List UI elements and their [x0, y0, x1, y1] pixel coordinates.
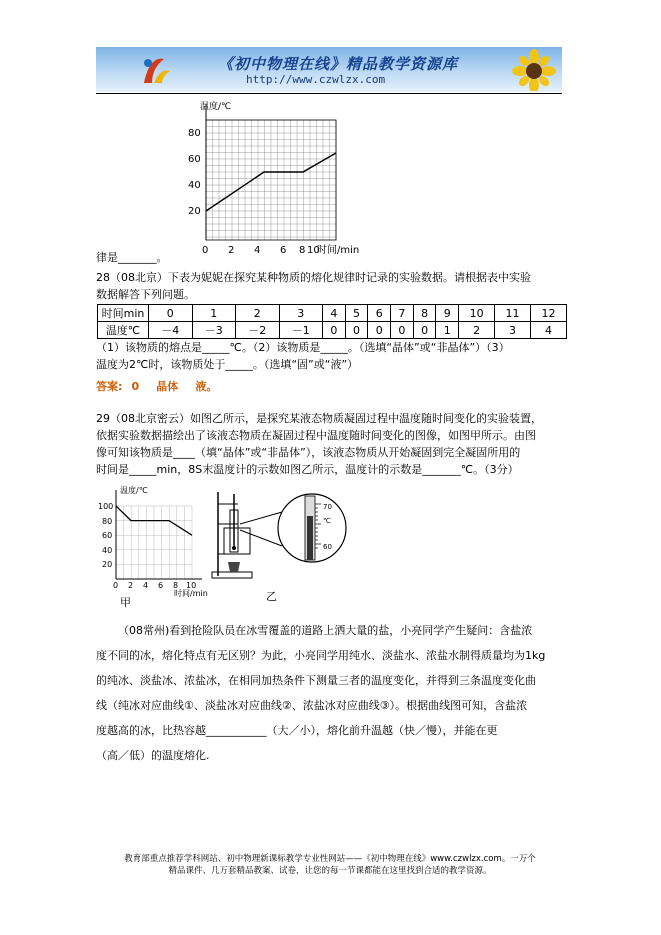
q29-line3: 像可知该物质是____（填“晶体”或“非晶体”），该液态物质从开始凝固到完全凝固所用的: [96, 446, 521, 459]
table-cell: －1: [279, 322, 323, 339]
graph-top-xtick: 4: [254, 245, 261, 256]
q30-line2: 度不同的冰，熔化特点有无区别？为此，小亮同学用纯水、淡盐水、浓盐水制得质量均为1kg: [96, 649, 546, 662]
table-cell: 0: [149, 305, 193, 322]
q30-line3: 的纯冰、淡盐冰、浓盐冰，在相同加热条件下测量三者的温度变化，并得到三条温度变化曲: [96, 674, 536, 687]
graph-top-ytick: 60: [188, 154, 201, 165]
graph-jia: [98, 484, 210, 610]
q28-intro-line1: 28（08北京）下表为妮妮在探究某种物质的熔化规律时记录的实验数据。请根据表中实验: [96, 271, 531, 284]
graph-top-xlabel: 时间/min: [317, 245, 360, 256]
table-cell: 8: [413, 305, 436, 322]
graph-top-ylabel: 温度/℃: [200, 102, 232, 112]
table-cell: 6: [368, 305, 391, 322]
q28-answer: [96, 375, 217, 394]
scale-label-top: 70: [323, 503, 332, 511]
graph-top-xtick: 6: [280, 245, 287, 256]
q29-line4: 时间是_____min，8S末温度计的示数如图乙所示，温度计的示数是_______℃。（3分）: [96, 463, 519, 476]
table-cell: 2: [236, 305, 280, 322]
graph-top-xtick: 0: [202, 245, 209, 256]
table-cell: －2: [236, 322, 280, 339]
graph-top-grid: [206, 120, 336, 240]
graph-top-ytick: 40: [188, 180, 201, 191]
scale-label-bottom: 60: [323, 543, 332, 551]
graph-jia-xtick: 6: [158, 581, 164, 590]
table-cell: 3: [279, 305, 323, 322]
table-cell: 12: [530, 305, 566, 322]
table-cell: 9: [436, 305, 459, 322]
answer-value: 晶体: [156, 380, 179, 393]
banner-url[interactable]: http://www.czwlzx.com: [246, 73, 386, 86]
q28-question-line2: 温度为2℃时，该物质处于_____。（选填“固”或“液”）: [96, 358, 359, 371]
graph-top-xtick: 2: [228, 245, 235, 256]
q28-question-line1: （1）该物质的熔点是_____℃。（2）该物质是_____。（选填“晶体”或“非晶体”）（3）: [96, 341, 510, 354]
q27-tail: 律是_______。: [96, 251, 168, 264]
graph-jia-ytick: 20: [102, 560, 113, 569]
graph-jia-ytick: 40: [102, 546, 113, 555]
scale-unit: ℃: [323, 517, 331, 525]
table-header-cell: 时间min: [98, 305, 149, 322]
table-cell: 5: [345, 305, 368, 322]
graph-jia-xtick: 8: [173, 581, 179, 590]
table-header-cell: 温度℃: [98, 322, 149, 339]
table-cell: 0: [413, 322, 436, 339]
graph-top-ytick: 80: [188, 128, 201, 139]
graph-jia-xtick: 2: [128, 581, 134, 590]
table-cell: 0: [323, 322, 346, 339]
table-cell: －4: [149, 322, 193, 339]
q28-intro-line2: 数据解答下列问题。: [96, 288, 195, 301]
q30-line4: 线（纯冰对应曲线①、淡盐冰对应曲线②、浓盐冰对应曲线③）。根据曲线图可知，含盐浓: [96, 699, 528, 712]
table-cell: 4: [530, 322, 566, 339]
footer-line2: 精品课件、几万套精品教案、试卷，让您的每一节课都能在这里找到合适的教学资源。: [168, 866, 492, 876]
table-cell: 10: [459, 305, 495, 322]
header-banner: [96, 47, 562, 92]
graph-jia-caption: 甲: [120, 596, 131, 609]
graph-jia-ytick: 60: [102, 531, 113, 540]
answer-value: 0: [131, 380, 140, 393]
graph-jia-xtick: 0: [113, 581, 119, 590]
q30-line5: 度越高的冰，比热容越___________（大／小），熔化前升温越（快／慢），并能在更: [96, 724, 498, 737]
table-row: [98, 322, 567, 339]
q30-line1: （08常州)看到抢险队员在冰雪覆盖的道路上洒大量的盐，小亮同学产生疑问：含盐浓: [118, 624, 533, 637]
q29-line2: 依据实验数据描绘出了该液态物质在凝固过程中温度随时间变化的图像，如图甲所示。由图: [96, 429, 536, 442]
graph-top-xtick: 8: [299, 245, 306, 256]
footer-line1: 教育部重点推荐学科网站、初中物理新课标教学专业性网站——《初中物理在线》www.czwlzx.com。一万个: [124, 854, 536, 864]
page-footer: [70, 853, 590, 877]
table-cell: 0: [368, 322, 391, 339]
graph-jia-xlabel: 时间/min: [174, 589, 208, 598]
graph-top: [180, 100, 370, 260]
answer-label: 答案:: [96, 380, 123, 393]
graph-top-xtick: 10: [307, 245, 320, 256]
answer-value: 液。: [195, 380, 218, 393]
table-cell: －3: [192, 322, 236, 339]
banner-title: 《初中物理在线》精品教学资源库: [218, 55, 459, 73]
graph-jia-ytick: 100: [98, 502, 114, 511]
graph-jia-xtick: 10: [186, 581, 197, 590]
table-cell: 2: [459, 322, 495, 339]
q29-line1: 29（08北京密云）如图乙所示，是探究某液态物质凝固过程中温度随时间变化的实验装置，: [96, 412, 542, 425]
graph-top-ytick: 20: [188, 206, 201, 217]
table-row: [98, 305, 567, 322]
sunflower-icon: [508, 49, 560, 91]
table-cell: 7: [391, 305, 414, 322]
q30-line6: （高／低）的温度熔化.: [96, 749, 210, 762]
table-cell: 0: [391, 322, 414, 339]
graph-jia-xtick: 4: [143, 581, 149, 590]
logo-icon: [138, 53, 172, 87]
graph-jia-ylabel: 温度/℃: [120, 486, 148, 495]
apparatus-yi: [208, 484, 358, 610]
table-cell: 4: [323, 305, 346, 322]
table-cell: 0: [345, 322, 368, 339]
table-cell: 3: [495, 322, 531, 339]
table-cell: 11: [495, 305, 531, 322]
graph-jia-ytick: 80: [102, 517, 113, 526]
q28-data-table: [97, 304, 567, 339]
q30-block: [96, 618, 568, 768]
table-cell: 1: [192, 305, 236, 322]
header-rule: [96, 93, 562, 94]
table-cell: 1: [436, 322, 459, 339]
apparatus-caption: 乙: [266, 590, 277, 603]
